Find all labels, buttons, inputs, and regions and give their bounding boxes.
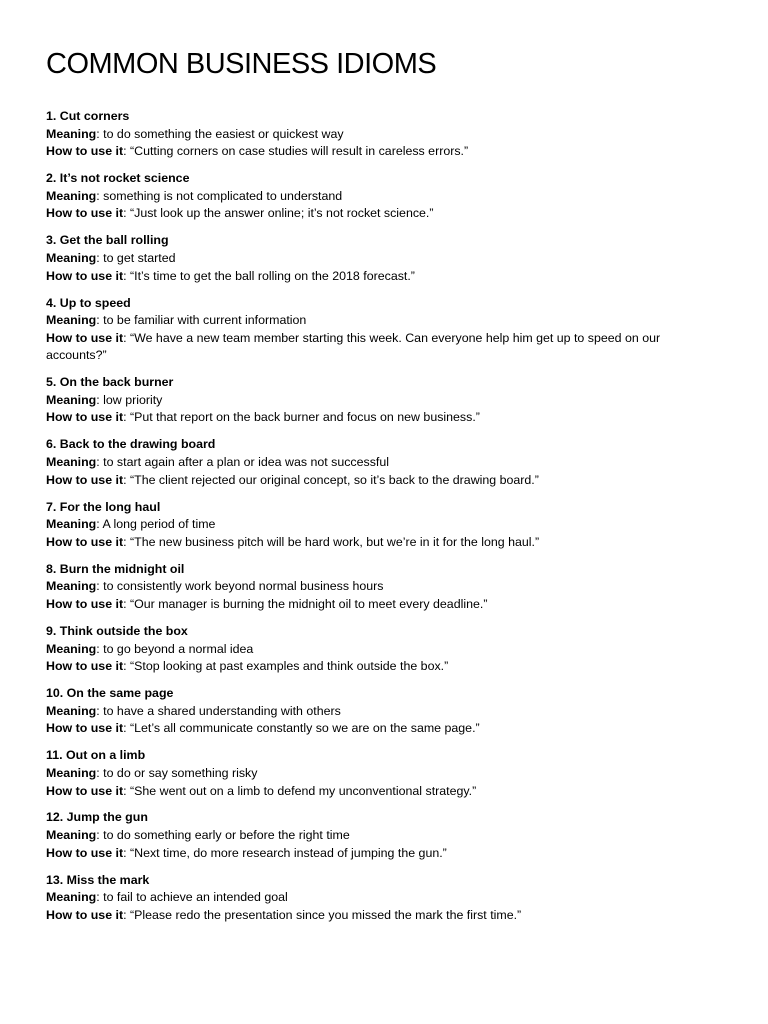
idiom-heading: 12. Jump the gun	[46, 810, 148, 825]
idiom-entry	[46, 108, 708, 161]
idiom-heading: 1. Cut corners	[46, 109, 130, 123]
usage-text: “Let’s all communicate constantly so we are on the same page.”	[130, 721, 480, 736]
meaning-text: to consistently work beyond normal business hours	[103, 579, 384, 594]
idiom-meaning-line: Meaning: to have a shared understanding with others	[46, 703, 341, 718]
meaning-text: to do or say something risky	[103, 765, 258, 780]
idiom-meaning-line: Meaning: to do something early or before the right time	[46, 828, 350, 843]
idiom-usage-line: How to use it: “She went out on a limb to defend my unconventional strategy.”	[46, 783, 477, 798]
meaning-text: to be familiar with current information	[103, 313, 307, 328]
idiom-heading: 13. Miss the mark	[46, 872, 150, 887]
usage-label: How to use it	[46, 783, 124, 798]
meaning-label: Meaning	[46, 765, 97, 780]
usage-label: How to use it	[46, 330, 124, 345]
idiom-usage-line: How to use it: “The new business pitch will be hard work, but we’re in it for the long haul.”	[46, 534, 540, 549]
usage-text: “Our manager is burning the midnight oil to meet every deadline.”	[130, 596, 488, 611]
idiom-entry	[46, 436, 708, 489]
idiom-usage-line: How to use it: “Let’s all communicate constantly so we are on the same page.”	[46, 721, 480, 736]
meaning-label: Meaning	[46, 250, 97, 265]
meaning-label: Meaning	[46, 455, 97, 470]
usage-label: How to use it	[46, 410, 124, 425]
idiom-heading: 6. Back to the drawing board	[46, 437, 216, 452]
idiom-usage-line: How to use it: “Our manager is burning the midnight oil to meet every deadline.”	[46, 596, 488, 611]
idiom-usage-line: How to use it: “Stop looking at past examples and think outside the box.”	[46, 659, 449, 674]
idiom-heading: 11. Out on a limb	[46, 748, 146, 763]
meaning-label: Meaning	[46, 703, 97, 718]
usage-label: How to use it	[46, 721, 124, 736]
idiom-meaning-line: Meaning: something is not complicated to understand	[46, 188, 343, 203]
idiom-meaning-line: Meaning: to go beyond a normal idea	[46, 641, 254, 656]
usage-text: “Stop looking at past examples and think outside the box.”	[130, 659, 449, 674]
meaning-text: to get started	[103, 250, 176, 265]
idiom-usage-line: How to use it: “Next time, do more research instead of jumping the gun.”	[46, 845, 447, 860]
usage-text: “Next time, do more research instead of jumping the gun.”	[130, 845, 447, 860]
idiom-heading: 9. Think outside the box	[46, 623, 188, 638]
usage-text: “The new business pitch will be hard work, but we’re in it for the long haul.”	[130, 534, 540, 549]
idiom-meaning-line: Meaning: to get started	[46, 250, 176, 265]
idiom-entry	[46, 623, 708, 676]
meaning-label: Meaning	[46, 579, 97, 594]
idiom-heading: 7. For the long haul	[46, 499, 161, 514]
usage-label: How to use it	[46, 845, 124, 860]
usage-text: “We have a new team member starting this week. Can everyone help him get up to speed on our accounts?”	[46, 330, 661, 363]
meaning-label: Meaning	[46, 392, 97, 407]
usage-label: How to use it	[46, 144, 124, 159]
idiom-heading: 3. Get the ball rolling	[46, 233, 169, 248]
idiom-entry	[46, 374, 708, 427]
meaning-label: Meaning	[46, 828, 97, 843]
meaning-text: to do something early or before the right time	[103, 828, 350, 843]
idiom-entry	[46, 499, 708, 552]
meaning-text: low priority	[103, 392, 163, 407]
usage-text: “Cutting corners on case studies will result in careless errors.”	[130, 144, 469, 159]
idiom-usage-line: How to use it: “Put that report on the back burner and focus on new business.”	[46, 410, 480, 425]
usage-text: “It’s time to get the ball rolling on the 2018 forecast.”	[130, 268, 415, 283]
usage-text: “Please redo the presentation since you missed the mark the first time.”	[130, 907, 522, 922]
idiom-meaning-line: Meaning: A long period of time	[46, 517, 216, 532]
idiom-meaning-line: Meaning: to fail to achieve an intended goal	[46, 890, 288, 905]
idiom-entry	[46, 295, 708, 365]
meaning-text: to go beyond a normal idea	[103, 641, 254, 656]
idiom-entry	[46, 747, 708, 800]
usage-label: How to use it	[46, 268, 124, 283]
meaning-label: Meaning	[46, 313, 97, 328]
idiom-meaning-line: Meaning: to do something the easiest or quickest way	[46, 126, 344, 141]
idiom-entry	[46, 809, 708, 862]
idiom-meaning-line: Meaning: to consistently work beyond normal business hours	[46, 579, 384, 594]
idiom-entry	[46, 170, 708, 223]
idiom-entry	[46, 561, 708, 614]
meaning-label: Meaning	[46, 188, 97, 203]
idiom-heading: 2. It’s not rocket science	[46, 171, 190, 186]
idiom-usage-line: How to use it: “Just look up the answer online; it’s not rocket science.”	[46, 206, 434, 221]
idiom-heading: 8. Burn the midnight oil	[46, 561, 185, 576]
meaning-text: to start again after a plan or idea was not successful	[103, 455, 389, 470]
meaning-text: something is not complicated to understand	[103, 188, 343, 203]
usage-label: How to use it	[46, 596, 124, 611]
meaning-label: Meaning	[46, 641, 97, 656]
usage-label: How to use it	[46, 907, 124, 922]
meaning-label: Meaning	[46, 890, 97, 905]
idiom-list	[46, 108, 708, 924]
page-title: COMMON BUSINESS IDIOMS	[46, 48, 437, 80]
idiom-meaning-line: Meaning: to start again after a plan or idea was not successful	[46, 455, 389, 470]
idiom-usage-line: How to use it: “Please redo the presentation since you missed the mark the first time.”	[46, 907, 522, 922]
idiom-entry	[46, 232, 708, 285]
idiom-usage-line: How to use it: “It’s time to get the ball rolling on the 2018 forecast.”	[46, 268, 415, 283]
usage-text: “Put that report on the back burner and focus on new business.”	[130, 410, 480, 425]
meaning-label: Meaning	[46, 517, 97, 532]
usage-text: “The client rejected our original concept, so it’s back to the drawing board.”	[130, 472, 539, 487]
usage-text: “Just look up the answer online; it’s not rocket science.”	[130, 206, 434, 221]
idiom-entry	[46, 685, 708, 738]
usage-label: How to use it	[46, 472, 124, 487]
idiom-usage-line: How to use it: “Cutting corners on case studies will result in careless errors.”	[46, 144, 469, 159]
usage-label: How to use it	[46, 534, 124, 549]
meaning-text: to have a shared understanding with others	[103, 703, 341, 718]
usage-label: How to use it	[46, 659, 124, 674]
meaning-label: Meaning	[46, 126, 97, 141]
meaning-text: to fail to achieve an intended goal	[103, 890, 288, 905]
idiom-meaning-line: Meaning: to be familiar with current information	[46, 313, 307, 328]
idiom-heading: 4. Up to speed	[46, 295, 131, 310]
idiom-usage-line: How to use it: “We have a new team member starting this week. Can everyone help him get up to speed on our accounts?”	[46, 330, 661, 363]
usage-label: How to use it	[46, 206, 124, 221]
usage-text: “She went out on a limb to defend my unconventional strategy.”	[130, 783, 477, 798]
idiom-usage-line: How to use it: “The client rejected our original concept, so it’s back to the drawing board.”	[46, 472, 539, 487]
idiom-meaning-line: Meaning: to do or say something risky	[46, 765, 258, 780]
meaning-text: A long period of time	[102, 517, 216, 532]
idiom-heading: 10. On the same page	[46, 686, 174, 701]
idiom-heading: 5. On the back burner	[46, 375, 174, 390]
idiom-meaning-line: Meaning: low priority	[46, 392, 163, 407]
idiom-entry	[46, 872, 708, 925]
meaning-text: to do something the easiest or quickest way	[103, 126, 344, 141]
